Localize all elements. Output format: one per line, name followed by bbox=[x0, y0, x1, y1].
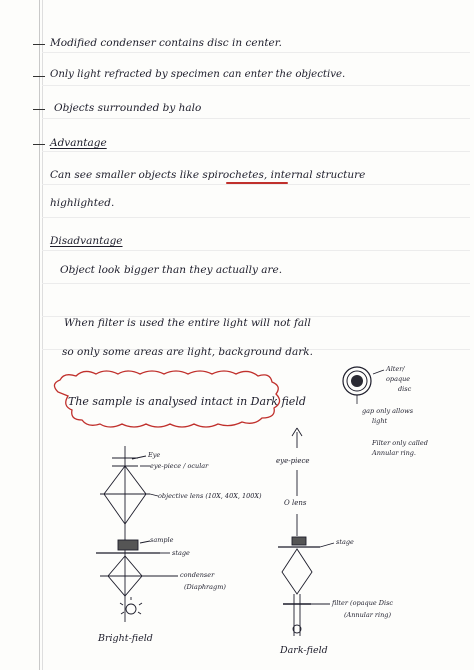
note-line-1: Modified condenser contains disc in center. bbox=[50, 37, 282, 49]
annular-label-6: Filter only called bbox=[372, 439, 428, 447]
bf-sample-label: sample bbox=[150, 536, 174, 544]
advantage-text-start: Can see smaller objects like bbox=[50, 169, 203, 181]
highlight-word: spirochetes bbox=[202, 169, 264, 181]
filter-text-line-1: When filter is used the entire light will not fall bbox=[64, 317, 311, 329]
bf-stage-label: stage bbox=[172, 549, 190, 557]
opaque-disc bbox=[351, 375, 363, 387]
bf-condenser-label: condenser bbox=[180, 571, 215, 579]
df-filter-label: filter (opaque Disc bbox=[332, 599, 394, 607]
note-line-3: Objects surrounded by halo bbox=[54, 102, 202, 114]
bf-caption: Bright-field bbox=[98, 633, 153, 644]
annular-label-4: gap only allows bbox=[362, 407, 414, 415]
callout-text: The sample is analysed intact in Dark field bbox=[68, 395, 306, 408]
disadvantage-text: Object look bigger than they actually are. bbox=[60, 264, 283, 276]
annular-label-1: Alter/ bbox=[386, 365, 405, 373]
bright-field-diagram bbox=[96, 446, 178, 622]
note-line-2: Only light refracted by specimen can enter the objective. bbox=[50, 69, 346, 80]
annular-label-2: opaque bbox=[386, 375, 411, 383]
annular-label-5: light bbox=[372, 417, 388, 425]
df-stage-label: stage bbox=[336, 538, 354, 546]
advantage-heading: Advantage bbox=[50, 137, 107, 149]
df-eyepiece-label: eye-piece bbox=[276, 457, 310, 465]
df-caption: Dark-field bbox=[280, 645, 328, 656]
advantage-text-line-2: highlighted. bbox=[50, 197, 115, 209]
bf-eye-label: Eye bbox=[148, 451, 161, 459]
filter-text-line-2: so only some areas are light, background dark. bbox=[62, 346, 313, 358]
df-olens-label: O lens bbox=[284, 499, 307, 507]
df-filter-label-2: (Annular ring) bbox=[344, 611, 391, 619]
bf-eyepiece-label: eye-piece / ocular bbox=[150, 462, 209, 470]
advantage-text-end: , internal structure bbox=[263, 169, 366, 181]
bf-objective-label: objective lens (10X, 40X, 100X) bbox=[158, 492, 262, 500]
disadvantage-heading: Disadvantage bbox=[50, 235, 123, 247]
annular-label-3: disc bbox=[398, 385, 412, 393]
bf-diaphragm-label: (Diaphragm) bbox=[184, 583, 226, 591]
annular-label-7: Annular ring. bbox=[372, 449, 416, 457]
